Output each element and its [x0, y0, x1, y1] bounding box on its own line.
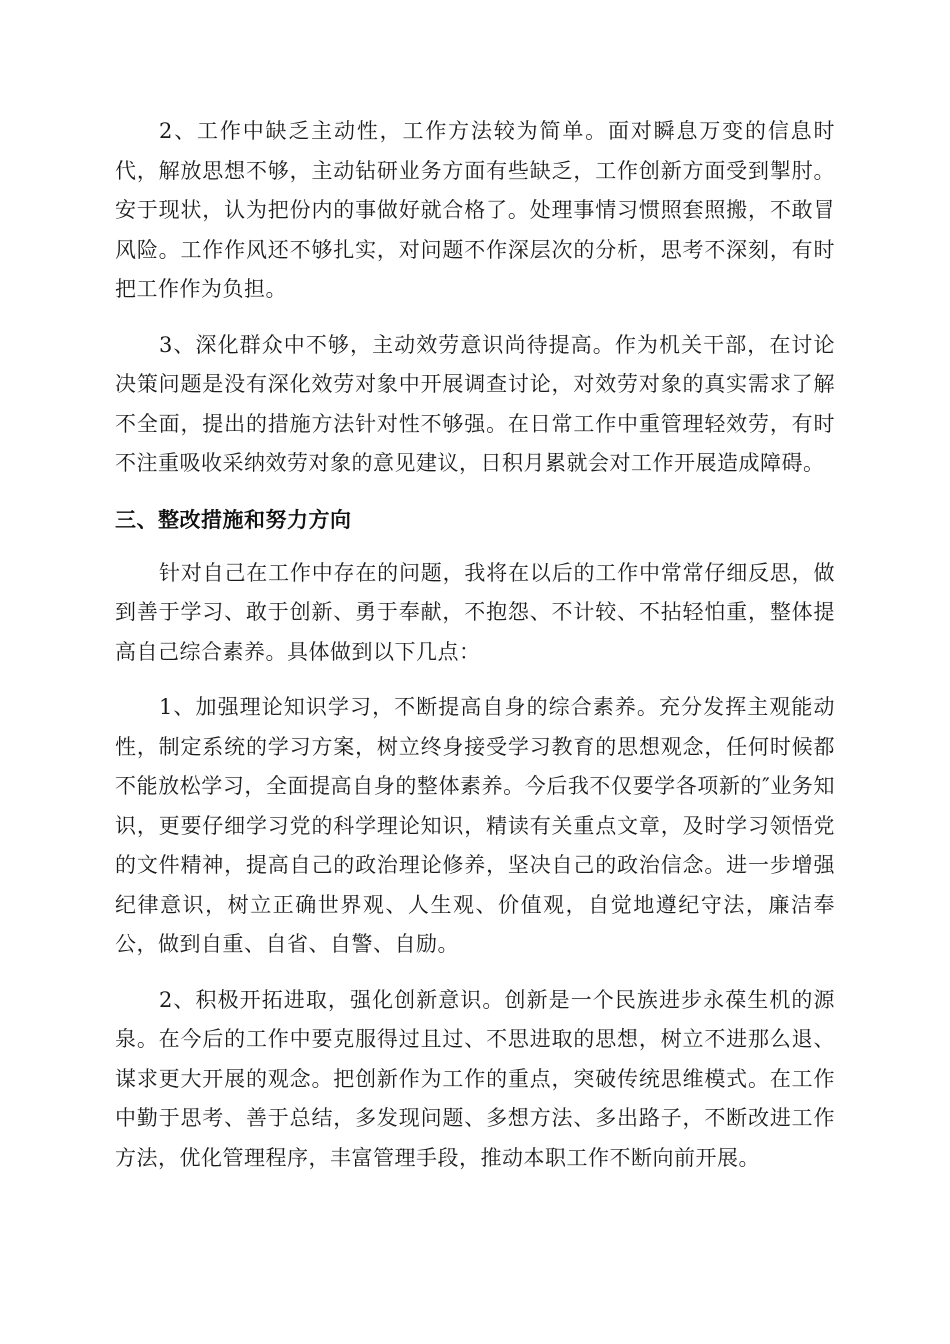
section-heading: 三、整改措施和努力方向	[115, 507, 352, 532]
paragraph-measure-2: 2、积极开拓进取，强化创新意识。创新是一个民族进步永葆生机的源泉。在今后的工作中要克服得过且过、不思进取的思想，树立不进那么退、谋求更大开展的观念。把创新作为工作的重点，突破传统思维模式。在工作中勤于思考、善于总结，多发现问题、多想方法、多出路子，不断改进工作方法，优化管理程序，丰富管理手段，推动本职工作不断向前开展。	[115, 987, 835, 1170]
document-body	[115, 112, 835, 1194]
paragraph-item-3: 3、深化群众中不够，主动效劳意识尚待提高。作为机关干部，在讨论决策问题是没有深化效劳对象中开展调查讨论，对效劳对象的真实需求了解不全面，提出的措施方法针对性不够强。在日常工作中重管理轻效劳，有时不注重吸收采纳效劳对象的意见建议，日积月累就会对工作开展造成障碍。	[115, 332, 835, 475]
paragraph-item-2: 2、工作中缺乏主动性，工作方法较为简单。面对瞬息万变的信息时代，解放思想不够，主动钻研业务方面有些缺乏，工作创新方面受到掣肘。安于现状，认为把份内的事做好就合格了。处理事情习惯照套照搬，不敢冒风险。工作作风还不够扎实，对问题不作深层次的分析，思考不深刻，有时把工作作为负担。	[115, 119, 835, 301]
paragraph-intro: 针对自己在工作中存在的问题，我将在以后的工作中常常仔细反思，做到善于学习、敢于创新、勇于奉献，不抱怨、不计较、不拈轻怕重，整体提高自己综合素养。具体做到以下几点：	[115, 560, 835, 664]
paragraph-measure-1: 1、加强理论知识学习，不断提高自身的综合素养。充分发挥主观能动性，制定系统的学习方案，树立终身接受学习教育的思想观念，任何时候都不能放松学习，全面提高自身的整体素养。今后我不仅要学各项新的″业务知识，更要仔细学习党的科学理论知识，精读有关重点文章，及时学习领悟党的文件精神，提高自己的政治理论修养，坚决自己的政治信念。进一步增强纪律意识，树立正确世界观、人生观、价值观，自觉地遵纪守法，廉洁奉公，做到自重、自省、自警、自励。	[115, 695, 835, 956]
